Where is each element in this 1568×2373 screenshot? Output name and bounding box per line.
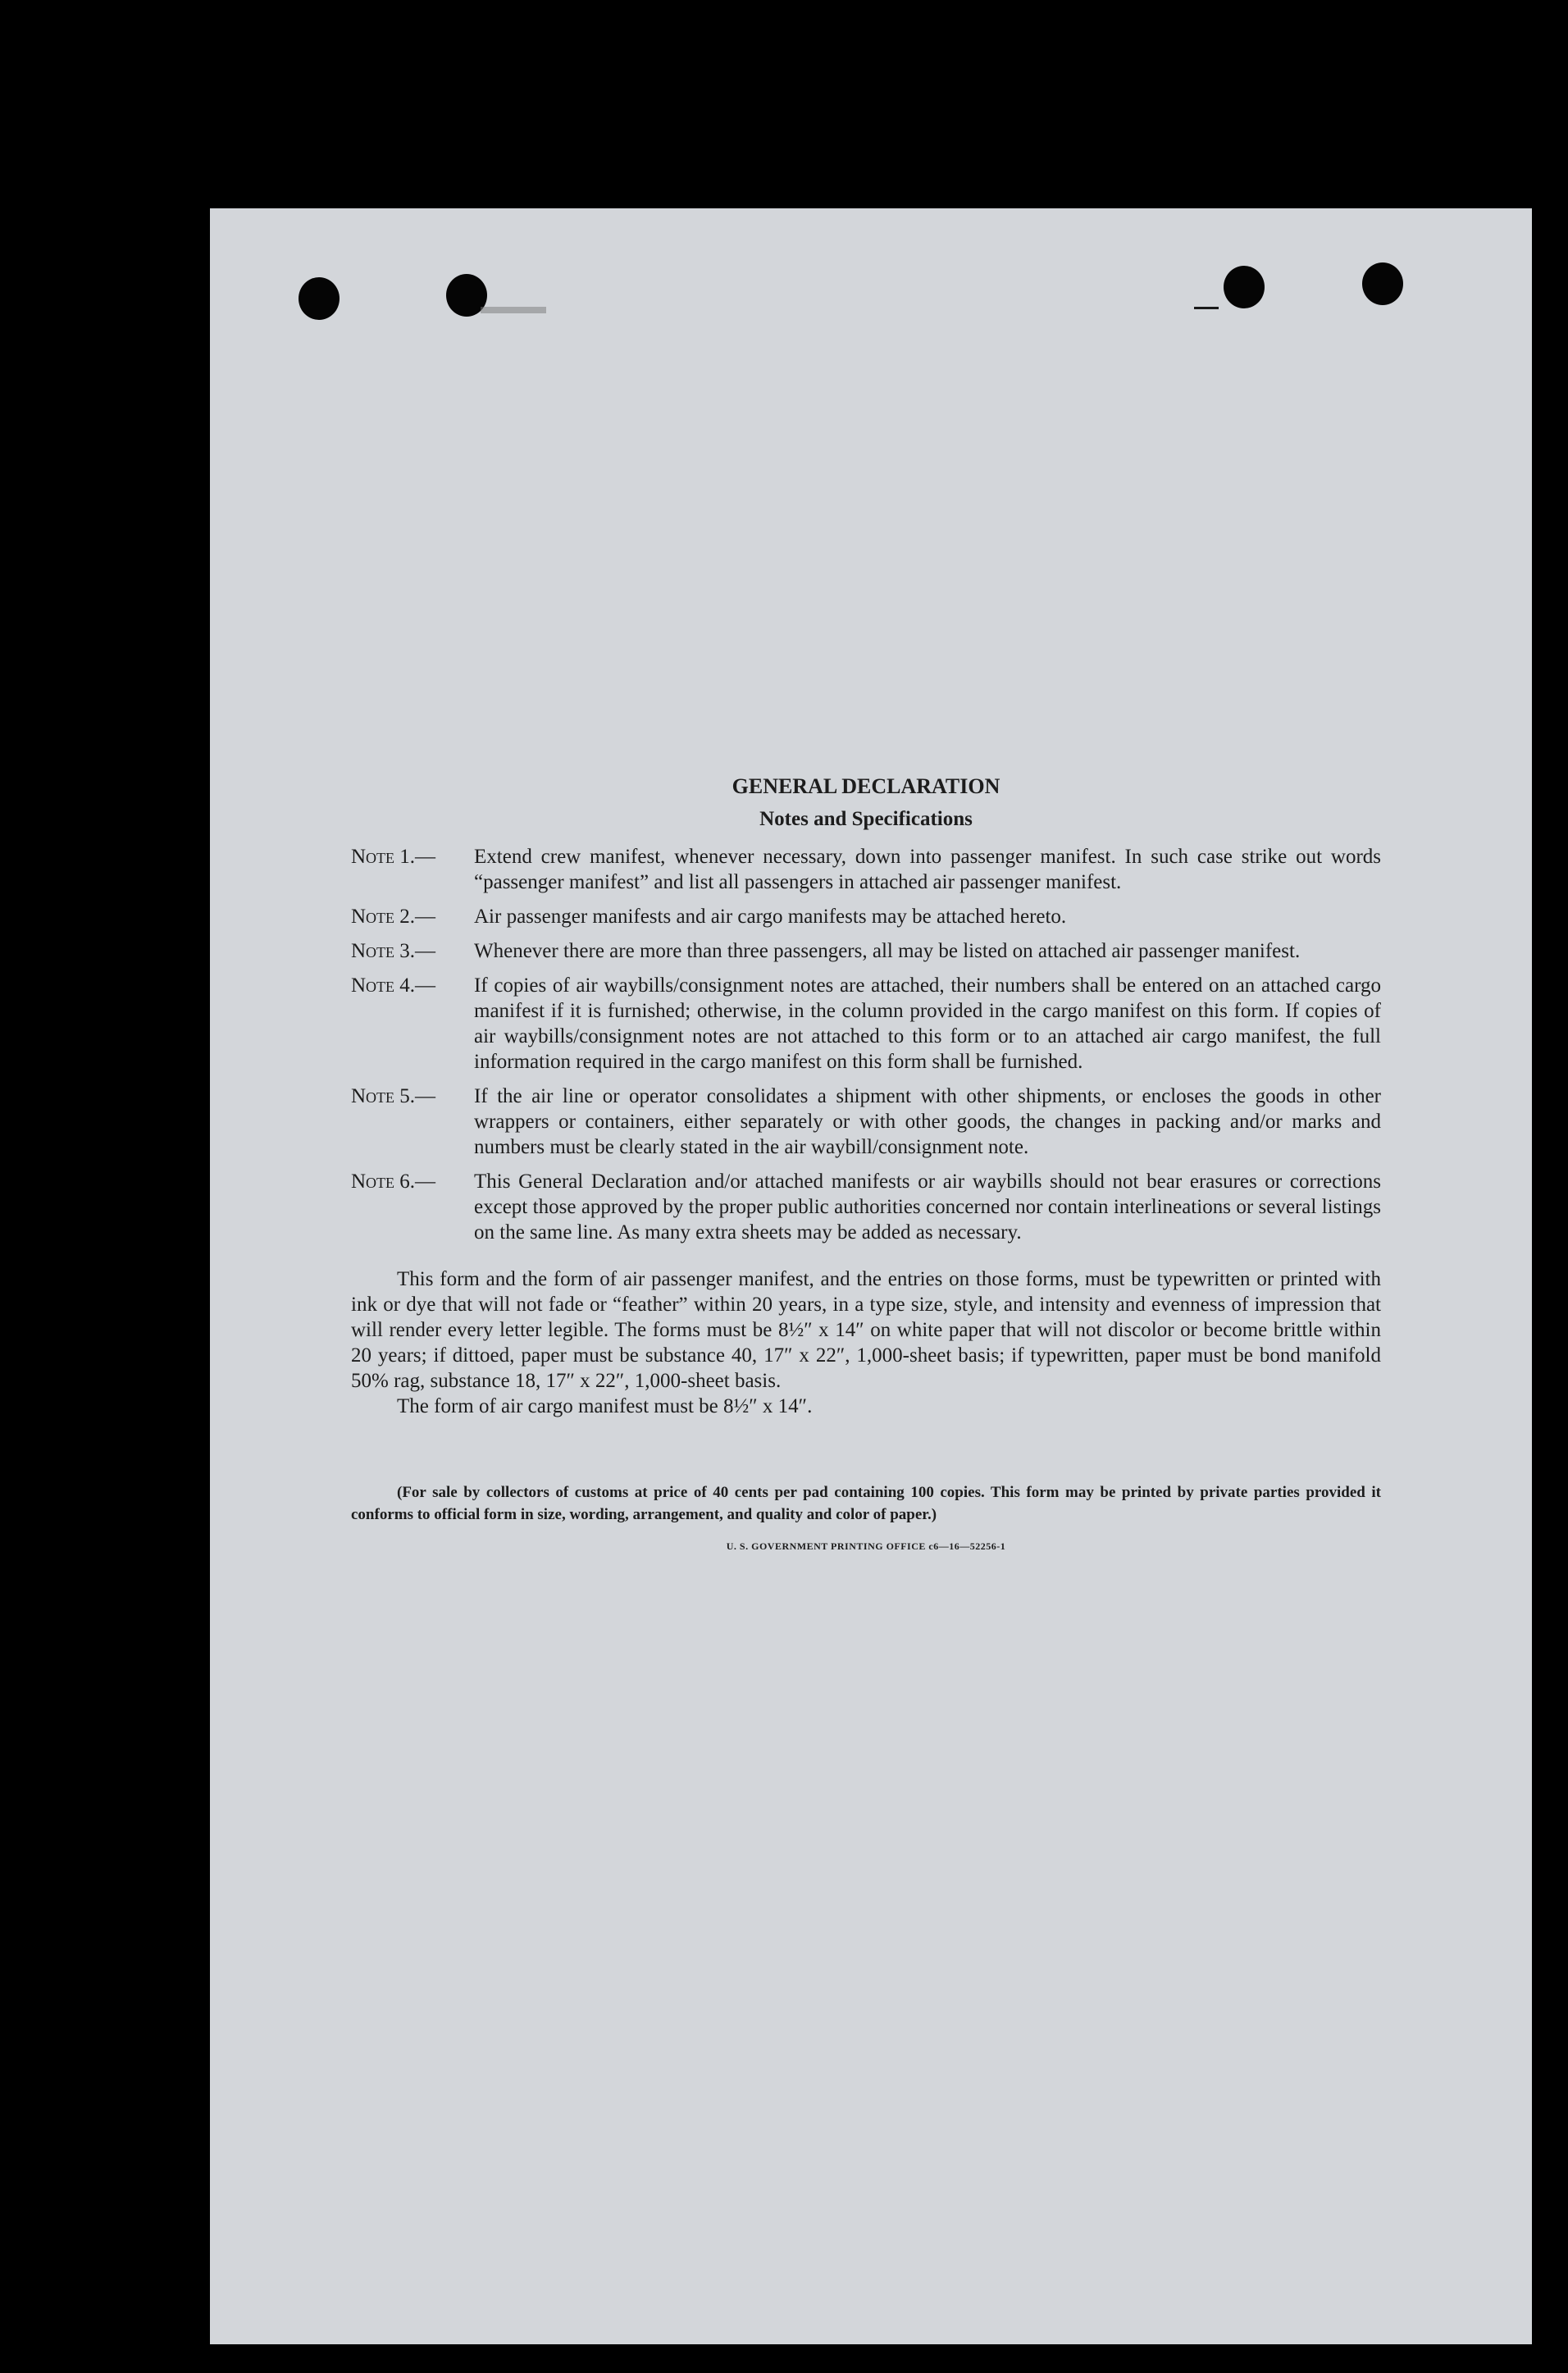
specks <box>481 307 546 313</box>
note-label: Note 2. <box>351 906 416 928</box>
note-3: Note 3.— Whenever there are more than three passengers, all may be listed on attached air passenger manifest. <box>351 938 1381 964</box>
note-text: Extend crew manifest, whenever necessary, down into passenger manifest. In such case strike out words “passenger manifest” and list all passengers in attached air passenger manifest. <box>474 846 1381 893</box>
note-2: Note 2.— Air passenger manifests and air cargo manifests may be attached hereto. <box>351 904 1381 929</box>
sale-note: (For sale by collectors of customs at price of 40 cents per pad containing 100 copies. This form may be printed by private parties provided it conforms to official form in size, wording, arrangement, and quality and color of paper.) <box>351 1484 1381 1523</box>
form-requirements-paragraph: This form and the form of air passenger manifest, and the entries on those forms, must be typewritten or printed with ink or dye that will not fade or “feather” within 20 years, in a type size, style, and intensity and evenness of impression that will render every letter legible. The forms must be 8½″ x 14″ on white paper that will not discolor or become brittle within 20 years; if dittoed, paper must be substance 40, 17″ x 22″, 1,000-sheet basis; if typewritten, paper must be bond manifold 50% rag, substance 18, 17″ x 22″, 1,000-sheet basis. <box>351 1268 1381 1392</box>
note-text: Whenever there are more than three passengers, all may be listed on attached air passenger manifest. <box>474 940 1301 962</box>
note-4: Note 4.— If copies of air waybills/consignment notes are attached, their numbers shall be entered on an attached cargo manifest if it is furnished; otherwise, in the column provided in the cargo manifest on this form. If copies of air waybills/consignment notes are not attached to this form or to an attached air cargo manifest, the full information required in the cargo manifest on this form shall be furnished. <box>351 974 1381 1073</box>
punch-hole <box>1224 266 1265 308</box>
cargo-manifest-paragraph: The form of air cargo manifest must be 8½″ x 14″. <box>397 1395 813 1417</box>
note-6: Note 6.— This General Declaration and/or attached manifests or air waybills should not bear erasures or corrections except those approved by the proper public authorities concerned nor contain interlineations or several listings on the same line. As many extra sheets may be added as necessary. <box>351 1171 1381 1244</box>
declaration-content <box>351 770 1381 1553</box>
note-label: Note 4. <box>351 974 416 997</box>
note-text: Air passenger manifests and air cargo manifests may be attached hereto. <box>474 906 1067 928</box>
note-label: Note 3. <box>351 940 416 962</box>
note-text: This General Declaration and/or attached manifests or air waybills should not bear erasures or corrections except those approved by the proper public authorities concerned nor contain interlineations or several listings on the same line. As many extra sheets may be added as necessary. <box>474 1171 1381 1244</box>
punch-hole <box>1362 262 1403 305</box>
note-label: Note 5. <box>351 1085 416 1107</box>
note-5: Note 5.— If the air line or operator consolidates a shipment with other shipments, or encloses the goods in other wrappers or containers, either separately or with other goods, the changes in packing and/or marks and numbers must be clearly stated in the air waybill/consignment note. <box>351 1085 1381 1158</box>
note-label: Note 6. <box>351 1171 416 1193</box>
note-text: If the air line or operator consolidates a shipment with other shipments, or encloses the goods in other wrappers or containers, either separately or with other goods, the changes in packing and/or marks and numbers must be clearly stated in the air waybill/consignment note. <box>474 1085 1381 1158</box>
punch-hole <box>299 277 340 320</box>
printing-office-imprint: U. S. GOVERNMENT PRINTING OFFICE c6—16—52256-1 <box>726 1540 1006 1552</box>
note-label: Note 1. <box>351 846 416 868</box>
specks <box>1194 307 1219 309</box>
document-page <box>210 208 1532 2344</box>
page-subtitle: Notes and Specifications <box>759 808 973 830</box>
note-1: Note 1.— Extend crew manifest, whenever necessary, down into passenger manifest. In such case strike out words “passenger manifest” and list all passengers in attached air passenger manifest. <box>351 846 1381 893</box>
page-title: GENERAL DECLARATION <box>732 774 1001 798</box>
note-text: If copies of air waybills/consignment notes are attached, their numbers shall be entered on an attached cargo manifest if it is furnished; otherwise, in the column provided in the cargo manifest on this form. If copies of air waybills/consignment notes are not attached to this form or to an attached air cargo manifest, the full information required in the cargo manifest on this form shall be furnished. <box>474 974 1381 1073</box>
